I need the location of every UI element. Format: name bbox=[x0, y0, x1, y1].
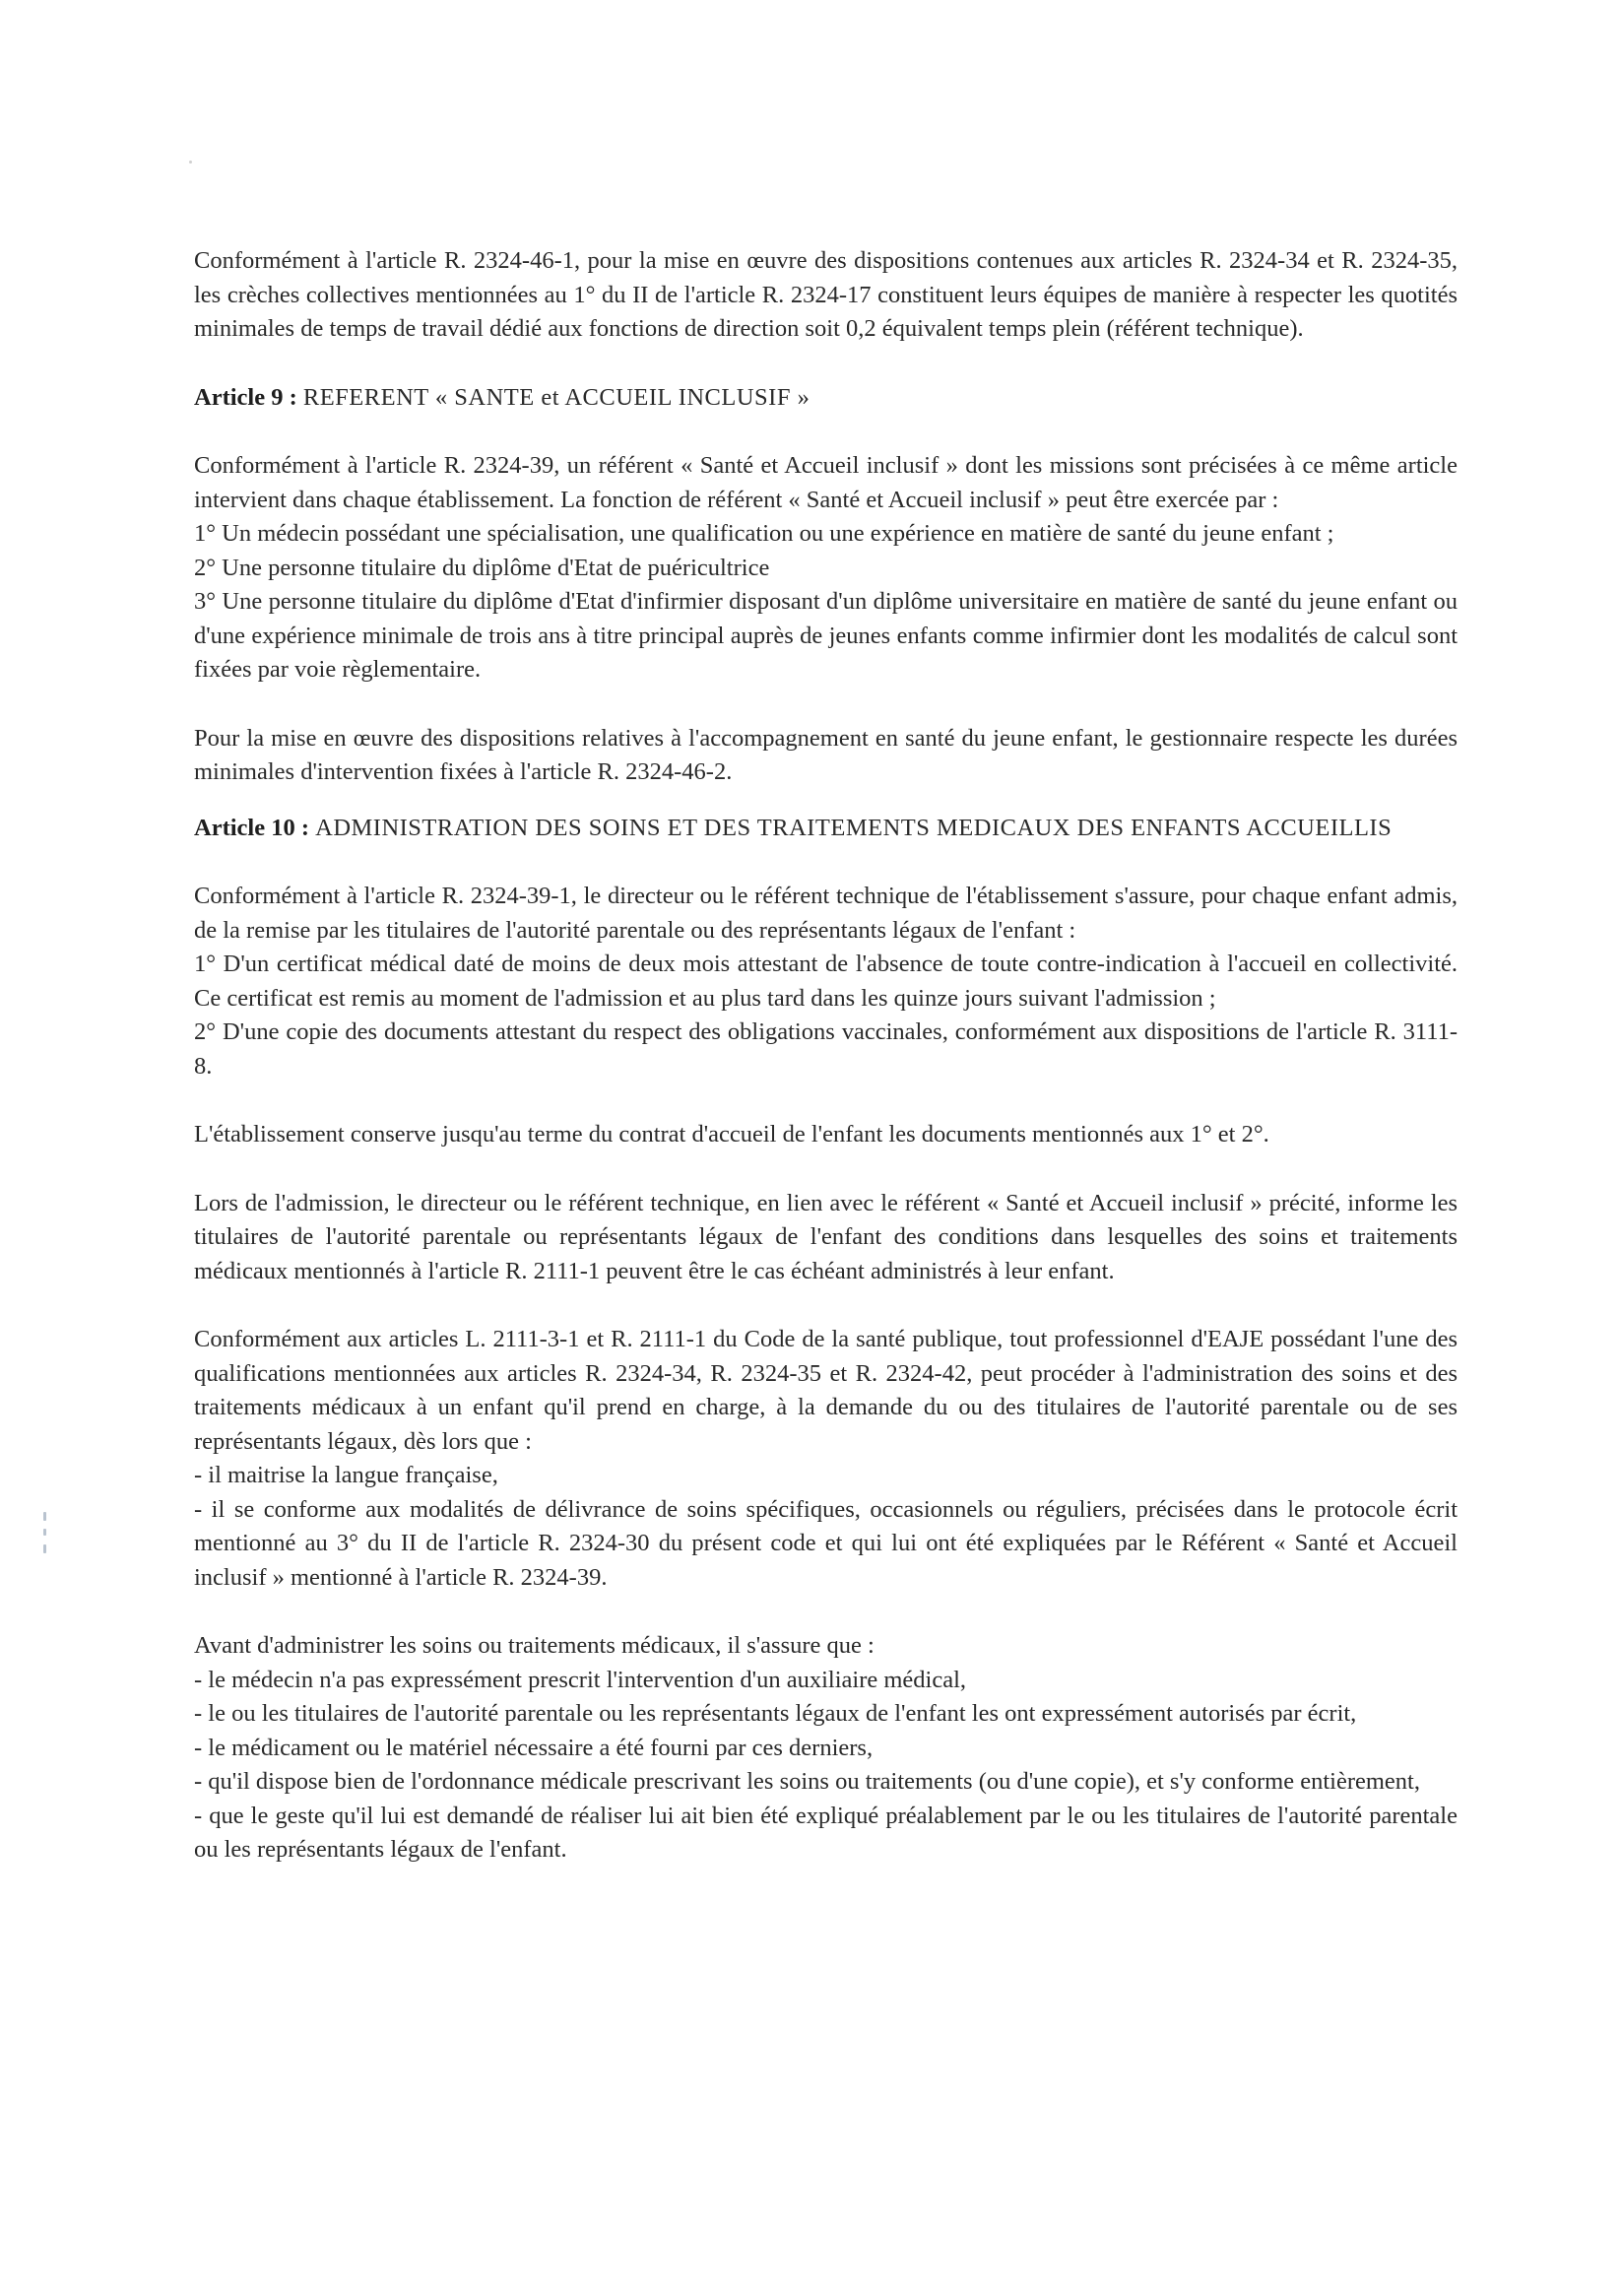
article-10-paragraph: Conformément aux articles L. 2111-3-1 et R. 2111-1 du Code de la santé publique, tout professionnel d'EAJE possédant l'une des qualifications mentionnées aux articles R. 2324-34, R. 2324-35 et R. 2324-42, peut procéder à l'administration des soins et des traitements médicaux à un enfant qu'il prend en charge, à la demande du ou des titulaires de l'autorité parentale ou de ses représentants légaux, dès lors que : bbox=[194, 1326, 1458, 1455]
list-item: 2° Une personne titulaire du diplôme d'Etat de puéricultrice bbox=[194, 554, 770, 581]
article-10-paragraph: Lors de l'admission, le directeur ou le référent technique, en lien avec le référent « Santé et Accueil inclusif » précité, informe les titulaires de l'autorité parentale ou représentants légaux de l'enfant des conditions dans lesquelles des soins et traitements médicaux mentionnés à l'article R. 2111-1 peuvent être le cas échéant administrés à leur enfant. bbox=[194, 1189, 1458, 1284]
scan-mark bbox=[43, 1529, 46, 1536]
article-10-label: Article 10 : bbox=[194, 814, 309, 841]
article-10-title: ADMINISTRATION DES SOINS ET DES TRAITEMENTS MEDICAUX DES ENFANTS ACCUEILLIS bbox=[315, 814, 1393, 841]
article-10-paragraph: Conformément à l'article R. 2324-39-1, le directeur ou le référent technique de l'établissement s'assure, pour chaque enfant admis, de la remise par les titulaires de l'autorité parentale ou des représentants légaux de l'enfant : bbox=[194, 883, 1458, 944]
list-item: - le ou les titulaires de l'autorité parentale ou les représentants légaux de l'enfant les ont expressément autorisés par écrit, bbox=[194, 1700, 1357, 1727]
article-9-title: REFERENT « SANTE et ACCUEIL INCLUSIF » bbox=[302, 383, 810, 411]
document-body bbox=[194, 244, 1458, 1868]
list-item: - il maitrise la langue française, bbox=[194, 1462, 498, 1488]
article-10-paragraph: Avant d'administrer les soins ou traitements médicaux, il s'assure que : bbox=[194, 1632, 875, 1659]
list-item: 2° D'une copie des documents attestant du respect des obligations vaccinales, conformément aux dispositions de l'article R. 3111-8. bbox=[194, 1018, 1458, 1080]
intro-paragraph: Conformément à l'article R. 2324-46-1, pour la mise en œuvre des dispositions contenues aux articles R. 2324-34 et R. 2324-35, les crèches collectives mentionnées au 1° du II de l'article R. 2324-17 constituent leurs équipes de manière à respecter les quotités minimales de temps de travail dédié aux fonctions de direction soit 0,2 équivalent temps plein (référent technique). bbox=[194, 247, 1458, 342]
scan-mark bbox=[43, 1512, 46, 1521]
article-9-paragraph: Conformément à l'article R. 2324-39, un référent « Santé et Accueil inclusif » dont les missions sont précisées à ce même article intervient dans chaque établissement. La fonction de référent « Santé et Accueil inclusif » peut être exercée par : bbox=[194, 452, 1458, 513]
list-item: - qu'il dispose bien de l'ordonnance médicale prescrivant les soins ou traitements (ou d'une copie), et s'y conforme entièrement, bbox=[194, 1768, 1420, 1795]
list-item: - il se conforme aux modalités de délivrance de soins spécifiques, occasionnels ou réguliers, précisées dans le protocole écrit mentionné au 3° du II de l'article R. 2324-30 du présent code et qui lui ont été expliquées par le Référent « Santé et Accueil inclusif » mentionné à l'article R. 2324-39. bbox=[194, 1495, 1458, 1591]
article-9-paragraph: Pour la mise en œuvre des dispositions relatives à l'accompagnement en santé du jeune enfant, le gestionnaire respecte les durées minimales d'intervention fixées à l'article R. 2324-46-2. bbox=[194, 724, 1458, 785]
list-item: - le médicament ou le matériel nécessaire a été fourni par ces derniers, bbox=[194, 1734, 874, 1761]
article-10-paragraph: L'établissement conserve jusqu'au terme du contrat d'accueil de l'enfant les documents mentionnés aux 1° et 2°. bbox=[194, 1121, 1269, 1148]
list-item: - le médecin n'a pas expressément prescrit l'intervention d'un auxiliaire médical, bbox=[194, 1666, 967, 1693]
article-9-label: Article 9 : bbox=[194, 383, 297, 411]
list-item: 1° Un médecin possédant une spécialisation, une qualification ou une expérience en matière de santé du jeune enfant ; bbox=[194, 520, 1334, 547]
list-item: 1° D'un certificat médical daté de moins de deux mois attestant de l'absence de toute contre-indication à l'accueil en collectivité. Ce certificat est remis au moment de l'admission et au plus tard dans les quinze jours suivant l'admission ; bbox=[194, 951, 1458, 1012]
scan-speck bbox=[189, 161, 192, 164]
article-10-heading bbox=[194, 812, 1458, 846]
scan-mark bbox=[43, 1544, 46, 1553]
list-item: - que le geste qu'il lui est demandé de réaliser lui ait bien été expliqué préalablement par le ou les titulaires de l'autorité parentale ou les représentants légaux de l'enfant. bbox=[194, 1802, 1458, 1863]
article-9-heading bbox=[194, 381, 1458, 416]
list-item: 3° Une personne titulaire du diplôme d'Etat d'infirmier disposant d'un diplôme universitaire en matière de santé du jeune enfant ou d'une expérience minimale de trois ans à titre principal auprès de jeunes enfants comme infirmier dont les modalités de calcul sont fixées par voie règlementaire. bbox=[194, 588, 1458, 683]
